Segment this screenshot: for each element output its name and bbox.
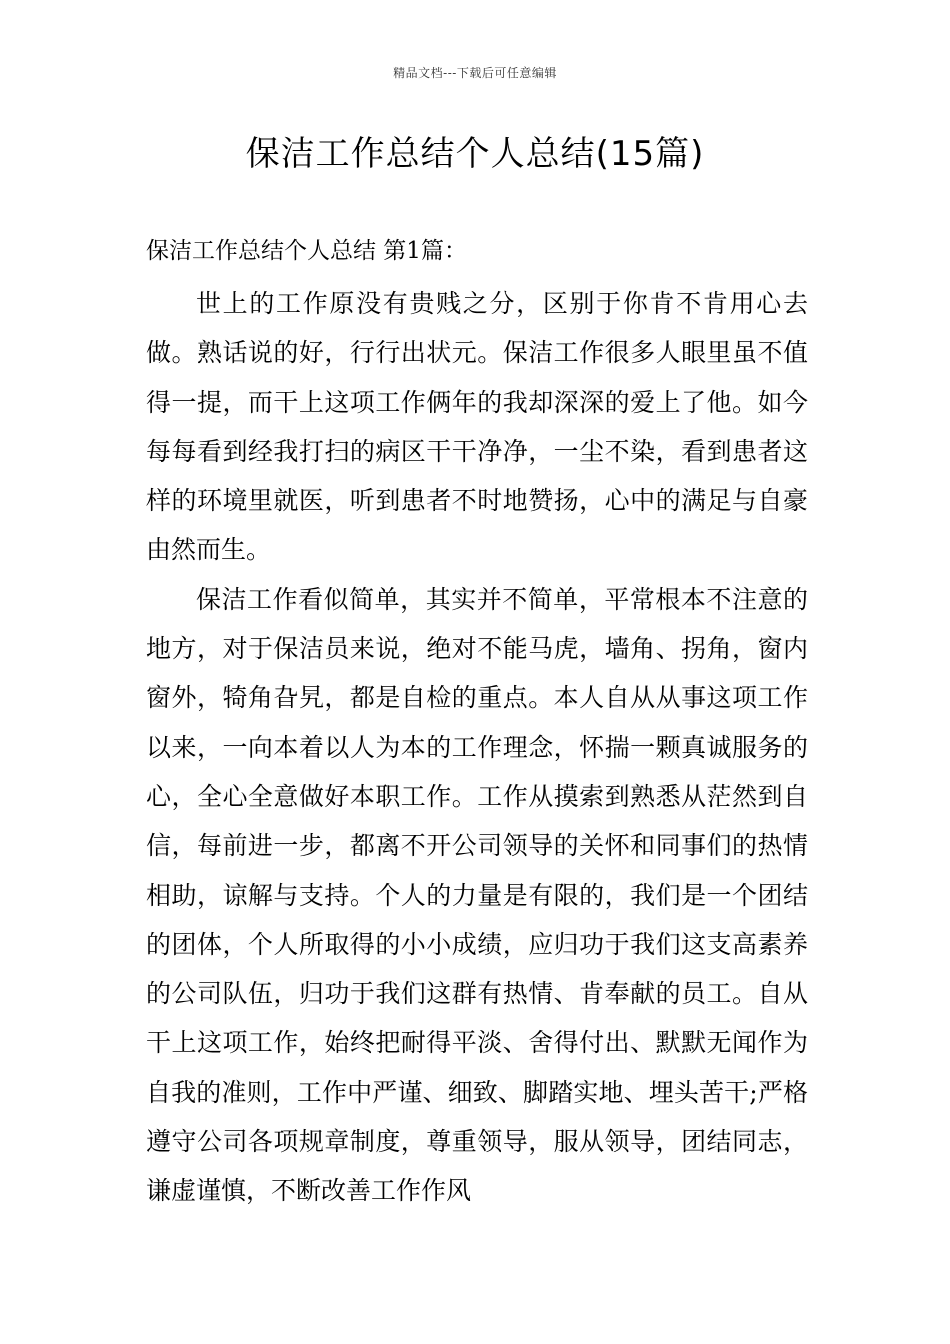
section-heading: 保洁工作总结个人总结 第1篇：	[146, 238, 467, 264]
header-note: 精品文档---下载后可任意编辑	[393, 66, 557, 80]
document-title: 保洁工作总结个人总结(15篇)	[245, 134, 705, 174]
paragraph-2: 保洁工作看似简单，其实并不简单，平常根本不注意的地方，对于保洁员来说，绝对不能马虎，墙角、拐角，窗内窗外，犄角旮旯，都是自检的重点。本人自从从事这项工作以来，一向本着以人为本的工作理念，怀揣一颗真诚服务的心，全心全意做好本职工作。工作从摸索到熟悉从茫然到自信，每前进一步，都离不开公司领导的关怀和同事们的热情相助，谅解与支持。个人的力量是有限的，我们是一个团结的团体，个人所取得的小小成绩，应归功于我们这支高素养的公司队伍，归功于我们这群有热情、肯奉献的员工。自从干上这项工作，始终把耐得平淡、舍得付出、默默无闻作为自我的准则，工作中严谨、细致、脚踏实地、埋头苦干;严格遵守公司各项规章制度，尊重领导，服从领导，团结同志，谦虚谨慎，不断改善工作作风	[146, 584, 808, 1206]
paragraph-1: 世上的工作原没有贵贱之分，区别于你肯不肯用心去做。熟话说的好，行行出状元。保洁工作很多人眼里虽不值得一提，而干上这项工作俩年的我却深深的爱上了他。如今每每看到经我打扫的病区干干净净，一尘不染，看到患者这样的环境里就医，听到患者不时地赞扬，心中的满足与自豪由然而生。	[146, 289, 808, 565]
body-text	[146, 279, 808, 1216]
